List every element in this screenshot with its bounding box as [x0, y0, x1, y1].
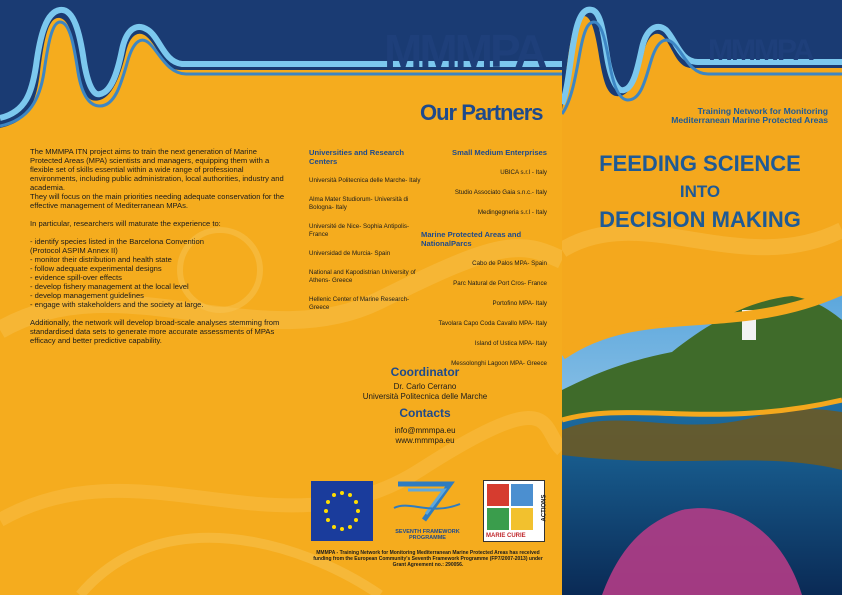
star-icon	[311, 481, 373, 541]
funding-note: MMMPA - Training Network for Monitoring Mediterranean Marine Protected Areas has received funding from the European Community's Seventh Framework Programme (FP7/2007-2013) under Grant Agreement no.: 290056.	[313, 550, 543, 568]
cover-title-line: FEEDING SCIENCE	[599, 151, 801, 176]
skills-list	[30, 237, 290, 309]
contacts-heading: Contacts	[399, 406, 451, 420]
intro-text-2: They will focus on the main priorities needing adequate conservation for the effective management of Mediterranean MPAs.	[30, 192, 285, 210]
mpa-heading: Marine Protected Areas and NationalParcs	[421, 230, 522, 248]
project-description	[30, 147, 290, 354]
list-item: Universidad de Murcia- Spain	[309, 250, 391, 257]
list-item: (Protocol ASPIM Annex II)	[30, 246, 118, 255]
universities-heading: Universities and Research Centers	[309, 148, 404, 166]
intro-text: The MMMPA ITN project aims to train the next generation of Marine Protected Areas (MPA) scientists and managers, equipping them with a flexible set of skills essential within a wide range of professional environments, including public administration, local authorities, industry and academia.	[30, 147, 284, 192]
list-item: Medingegneria s.r.l - Italy	[477, 209, 547, 216]
portrait-tile	[487, 508, 509, 530]
marie-curie-label: MARIE CURIE	[486, 533, 526, 539]
cover-title-line: DECISION MAKING	[599, 207, 801, 232]
marie-curie-logo	[483, 480, 548, 542]
actions-label: ACTIONS	[541, 494, 548, 522]
list-item: Cabo de Palos MPA- Spain	[472, 260, 547, 267]
list-item: - engage with stakeholders and the society at large.	[30, 300, 204, 309]
sme-heading: Small Medium Enterprises	[452, 148, 547, 157]
cover-title-line: INTO	[679, 182, 721, 201]
list-item: - develop fishery management at the local level	[30, 282, 189, 291]
list-item: Studio Associato Gaia s.n.c.- Italy	[454, 189, 547, 196]
list-item: Messolonghi Lagoon MPA- Greece	[451, 360, 547, 367]
coordinator-heading: Coordinator	[390, 365, 460, 379]
list-item: - identify species listed in the Barcelona Convention	[30, 237, 204, 246]
website-link[interactable]: www.mmmpa.eu	[395, 436, 455, 445]
eu-flag-logo	[311, 481, 373, 541]
fp7-emblem-icon	[390, 480, 465, 524]
sme-mpa-column	[407, 148, 547, 368]
list-item: - develop management guidelines	[30, 291, 144, 300]
cover-title	[575, 150, 825, 234]
portrait-tile	[511, 508, 533, 530]
list-item: - evidence spill-over effects	[30, 273, 122, 282]
list-item: Alma Mater Studiorum- Università di Bologna- Italy	[309, 196, 409, 211]
lead-text: In particular, researchers will maturate the experience to:	[30, 219, 221, 228]
portrait-tile	[487, 484, 509, 506]
coordinator-institution: Università Politecnica delle Marche	[362, 392, 488, 401]
cover-subtitle: Training Network for Monitoring Mediterranean Marine Protected Areas	[671, 106, 828, 125]
logo-left: MMMPA	[384, 25, 545, 77]
list-item: Portofino MPA- Italy	[492, 300, 547, 307]
list-item: Tavolara Capo Coda Cavallo MPA- Italy	[438, 320, 547, 327]
list-item: - follow adequate experimental designs	[30, 264, 162, 273]
coordinator-block	[330, 365, 520, 446]
list-item: UBICA s.r.l - Italy	[500, 169, 547, 176]
list-item: Parc Natural de Port Cros- France	[453, 280, 547, 287]
portrait-tile	[511, 484, 533, 506]
list-item: Island of Ustica MPA- Italy	[474, 340, 547, 347]
list-item: Université de Nice- Sophia Antipolis- France	[309, 223, 410, 238]
cover-panel	[562, 0, 842, 595]
list-item: - monitor their distribution and health state	[30, 255, 172, 264]
logo-right: MMMPA	[708, 34, 813, 67]
fp7-logo	[390, 480, 465, 542]
coordinator-name: Dr. Carlo Cerrano	[393, 382, 457, 391]
email-link[interactable]: info@mmmpa.eu	[394, 426, 456, 435]
partners-title: Our Partners	[420, 100, 543, 125]
closing-text: Additionally, the network will develop broad-scale analyses stemming from standardised data sets to generate more accurate assessments of MPAs efficacy and better predictive capability.	[30, 318, 280, 345]
cover-artwork	[562, 0, 842, 595]
fp7-label: SEVENTH FRAMEWORK PROGRAMME	[395, 529, 460, 541]
list-item: Hellenic Center of Marine Research- Greece	[309, 296, 410, 311]
list-item: National and Kapodistrian University of Athens- Greece	[309, 269, 416, 284]
list-item: Università Politecnica delle Marche- Italy	[309, 177, 421, 184]
